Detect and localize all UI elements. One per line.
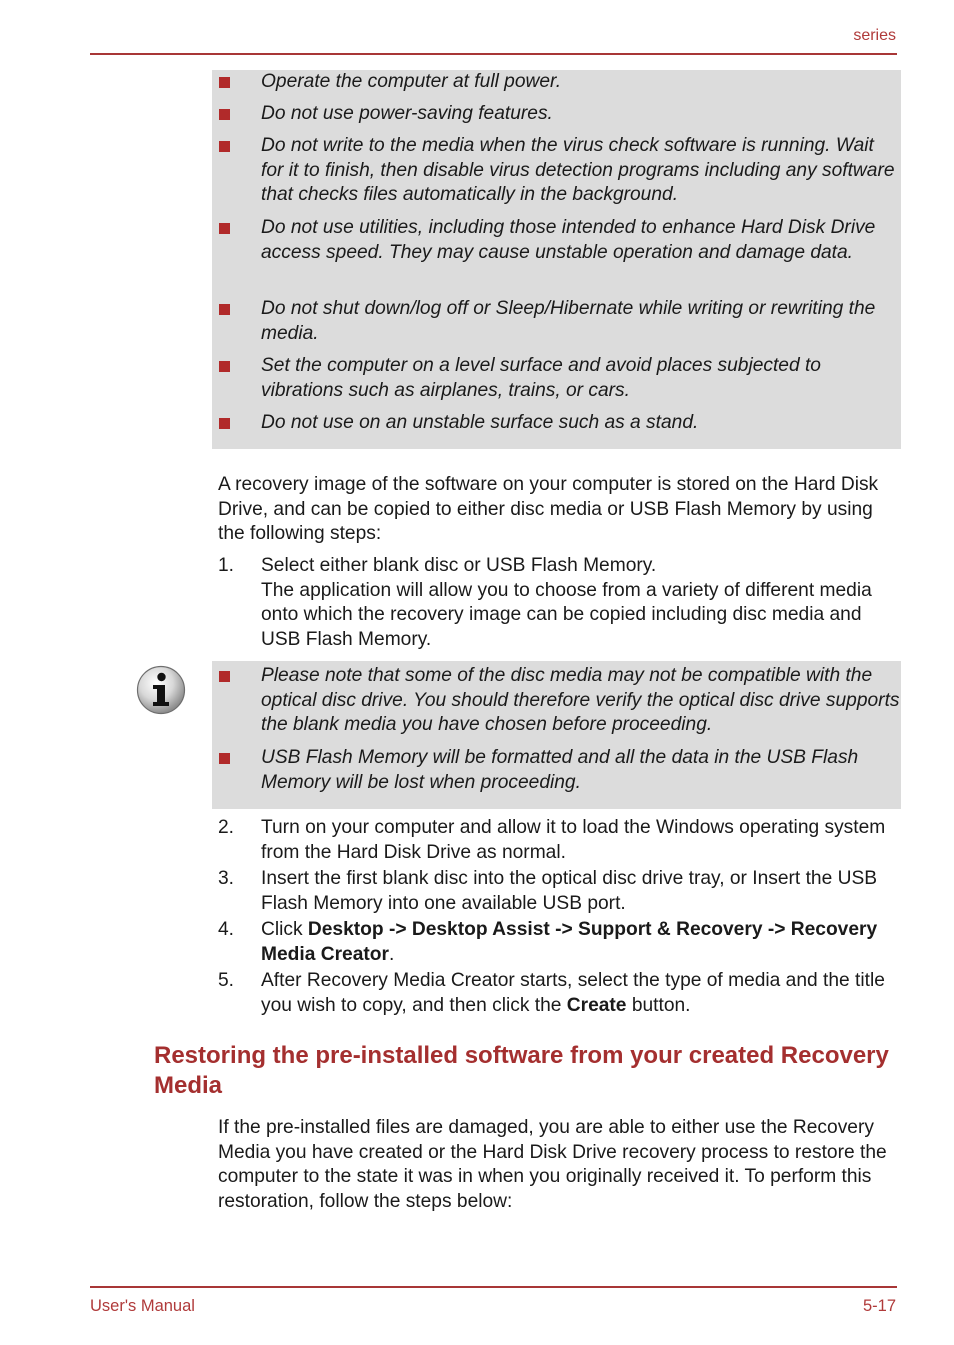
footer-rule [90,1286,897,1288]
section-paragraph: If the pre-installed files are damaged, you are able to either use the Recovery Media you have created or the Hard Disk Drive recovery process to restore the computer to the state it was in when you originally received it. To perform this restoration, follow the steps below: [218,1117,887,1212]
list-item: Operate the computer at full power. [212,70,901,95]
bullet-square-icon [219,109,230,120]
list-item: Please note that some of the disc media may not be compatible with the optical disc drive. You should therefore verify the optical disc drive supports the blank media you have chosen before proceeding. [212,664,901,738]
steps-list-2 [218,816,902,1018]
bullet-square-icon [219,671,230,682]
menu-path: Desktop -> Desktop Assist -> Support & Recovery -> Recovery Media Creator [261,919,878,965]
step-text: Select either blank disc or USB Flash Memory. [261,555,657,576]
step-number: 4. [218,919,235,940]
list-item [218,867,902,916]
media-note-box [212,661,901,809]
list-item [218,969,902,1018]
list-item [218,816,902,865]
step-text: Insert the first blank disc into the optical disc drive tray, or Insert the USB Flash Memory into one available USB port. [261,868,878,914]
step-text-prefix: Click [261,919,308,940]
bullet-square-icon [219,418,230,429]
list-item: Do not shut down/log off or Sleep/Hibernate while writing or rewriting the media. [212,297,901,346]
step-detail: The application will allow you to choose from a variety of different media onto which the recovery image can be copied including disc media and USB Flash Memory. [261,579,872,650]
bullet-square-icon [219,304,230,315]
list-item: Do not use power-saving features. [212,102,901,127]
section-title: Restoring the pre-installed software from your created Recovery Media [154,1042,889,1099]
list-item: USB Flash Memory will be formatted and all the data in the USB Flash Memory will be lost when proceeding. [212,746,901,795]
list-item [218,918,902,967]
bullet-square-icon [219,141,230,152]
list-item: Do not write to the media when the virus check software is running. Wait for it to finish, then disable virus detection programs including any software that checks files automatically in the background. [212,134,901,208]
list-item: Set the computer on a level surface and avoid places subjected to vibrations such as airplanes, trains, or cars. [212,354,901,403]
steps-list-1 [218,554,902,652]
bullet-square-icon [219,753,230,764]
list-item: Do not use on an unstable surface such as a stand. [212,411,901,436]
header-rule [90,53,897,55]
step-text-prefix: After Recovery Media Creator starts, select the type of media and the title you wish to copy, and then click the [261,970,885,1016]
step-text: Turn on your computer and allow it to load the Windows operating system from the Hard Disk Drive as normal. [261,817,886,863]
intro-paragraph: A recovery image of the software on your computer is stored on the Hard Disk Drive, and can be copied to either disc media or USB Flash Memory by using the following steps: [218,474,879,544]
precautions-note-box [212,70,901,449]
create-button-label: Create [566,994,627,1016]
page-number: 5-17 [862,1297,896,1315]
bullet-square-icon [219,223,230,234]
step-number: 3. [218,868,235,889]
bullet-square-icon [219,361,230,372]
list-item [218,554,902,652]
header-series-label: series [853,27,896,44]
step-text-suffix: . [388,943,395,965]
list-item: Do not use utilities, including those intended to enhance Hard Disk Drive access speed. They may cause unstable operation and damage data. [212,216,901,265]
step-text-suffix: button. [626,994,691,1016]
info-icon [136,665,186,715]
footer-manual-label: User's Manual [90,1297,195,1315]
step-number: 1. [218,555,235,576]
bullet-square-icon [219,77,230,88]
step-number: 2. [218,817,235,838]
step-number: 5. [218,970,235,991]
